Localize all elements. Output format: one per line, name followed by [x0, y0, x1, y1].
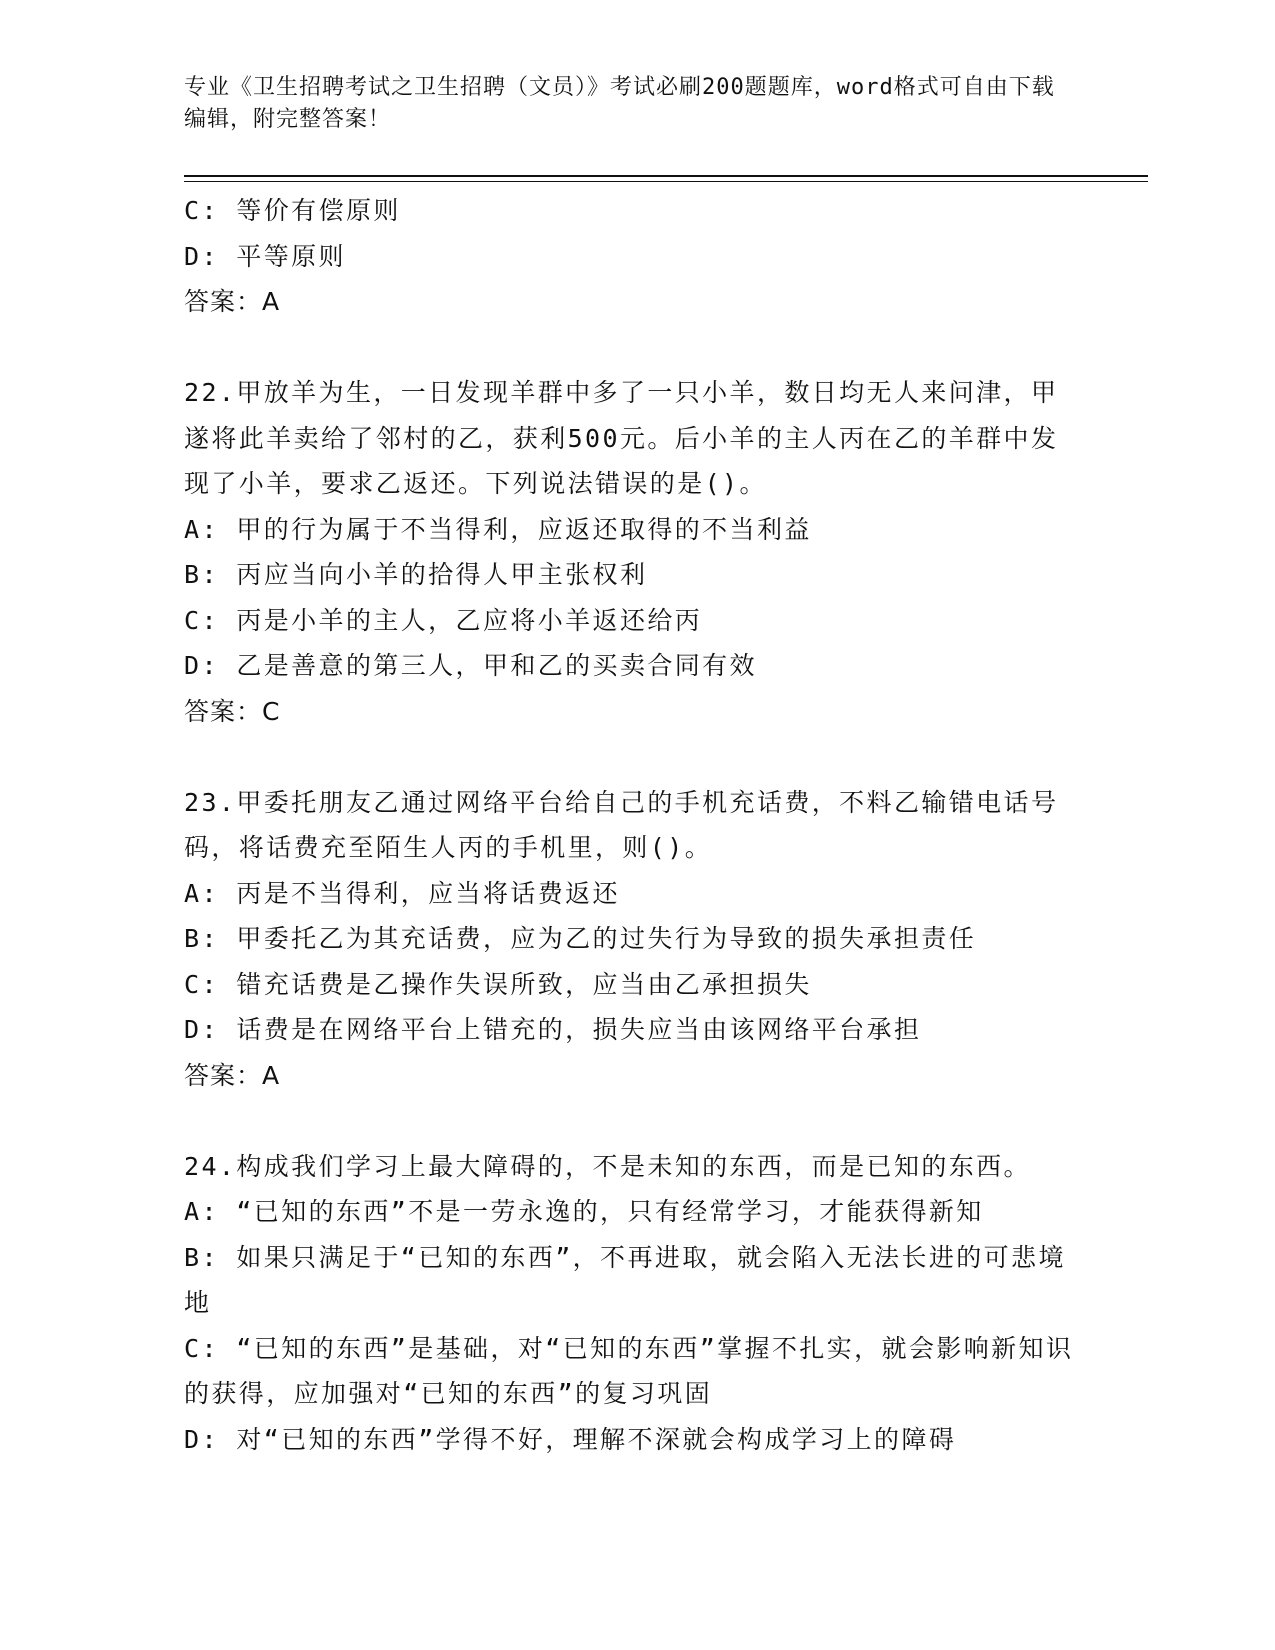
option-d: D: 乙是善意的第三人，甲和乙的买卖合同有效 — [184, 651, 757, 680]
option-c: C: 丙是小羊的主人，乙应将小羊返还给丙 — [184, 605, 703, 635]
option-b: B: 丙应当向小羊的拾得人甲主张权利 — [184, 560, 648, 589]
option-d: D: 平等原则 — [184, 241, 346, 271]
header-rule-thin — [184, 181, 1148, 182]
option-a: A: 甲的行为属于不当得利，应返还取得的不当利益 — [184, 514, 812, 544]
question-stem: 23.甲委托朋友乙通过网络平台给自己的手机充话费，不料乙输错电话号码，将话费充至陌生人丙的手机里，则()。 — [184, 787, 1059, 862]
question-22 — [184, 370, 1074, 734]
option-d: D: 话费是在网络平台上错充的，损失应当由该网络平台承担 — [184, 1015, 922, 1044]
option-c: C: “已知的东西”是基础，对“已知的东西”掌握不扎实，就会影响新知识的获得，应加强对“已知的东西”的复习巩固 — [184, 1333, 1074, 1408]
answer-line: 答案：C — [184, 696, 281, 726]
question-stem: 22.甲放羊为生，一日发现羊群中多了一只小羊，数日均无人来问津，甲遂将此羊卖给了邻村的乙，获利500元。后小羊的主人丙在乙的羊群中发现了小羊，要求乙返还。下列说法错误的是()。 — [184, 378, 1059, 498]
option-a: A: 丙是不当得利，应当将话费返还 — [184, 878, 620, 908]
option-a: A: “已知的东西”不是一劳永逸的，只有经常学习，才能获得新知 — [184, 1197, 984, 1226]
option-c: C: 等价有偿原则 — [184, 196, 401, 225]
option-c: C: 错充话费是乙操作失误所致，应当由乙承担损失 — [184, 969, 812, 999]
option-d: D: 对“已知的东西”学得不好，理解不深就会构成学习上的障碍 — [184, 1424, 957, 1454]
answer-line: 答案：A — [184, 1060, 281, 1090]
question-24 — [184, 1144, 1074, 1463]
carryover-question — [184, 188, 1074, 325]
option-b: B: 甲委托乙为其充话费，应为乙的过失行为导致的损失承担责任 — [184, 924, 977, 953]
question-stem: 24.构成我们学习上最大障碍的，不是未知的东西，而是已知的东西。 — [184, 1151, 1031, 1181]
spacer — [184, 325, 1074, 371]
option-b: B: 如果只满足于“已知的东西”，不再进取，就会陷入无法长进的可悲境地 — [184, 1242, 1066, 1317]
document-header: 专业《卫生招聘考试之卫生招聘（文员）》考试必刷200题题库，word格式可自由下载编辑，附完整答案！ — [184, 75, 1055, 132]
spacer — [184, 734, 1074, 780]
spacer — [184, 1098, 1074, 1144]
header-rule-thick — [184, 175, 1148, 177]
question-23 — [184, 780, 1074, 1099]
document-body — [184, 188, 1074, 1462]
answer-line: 答案：A — [184, 287, 281, 316]
